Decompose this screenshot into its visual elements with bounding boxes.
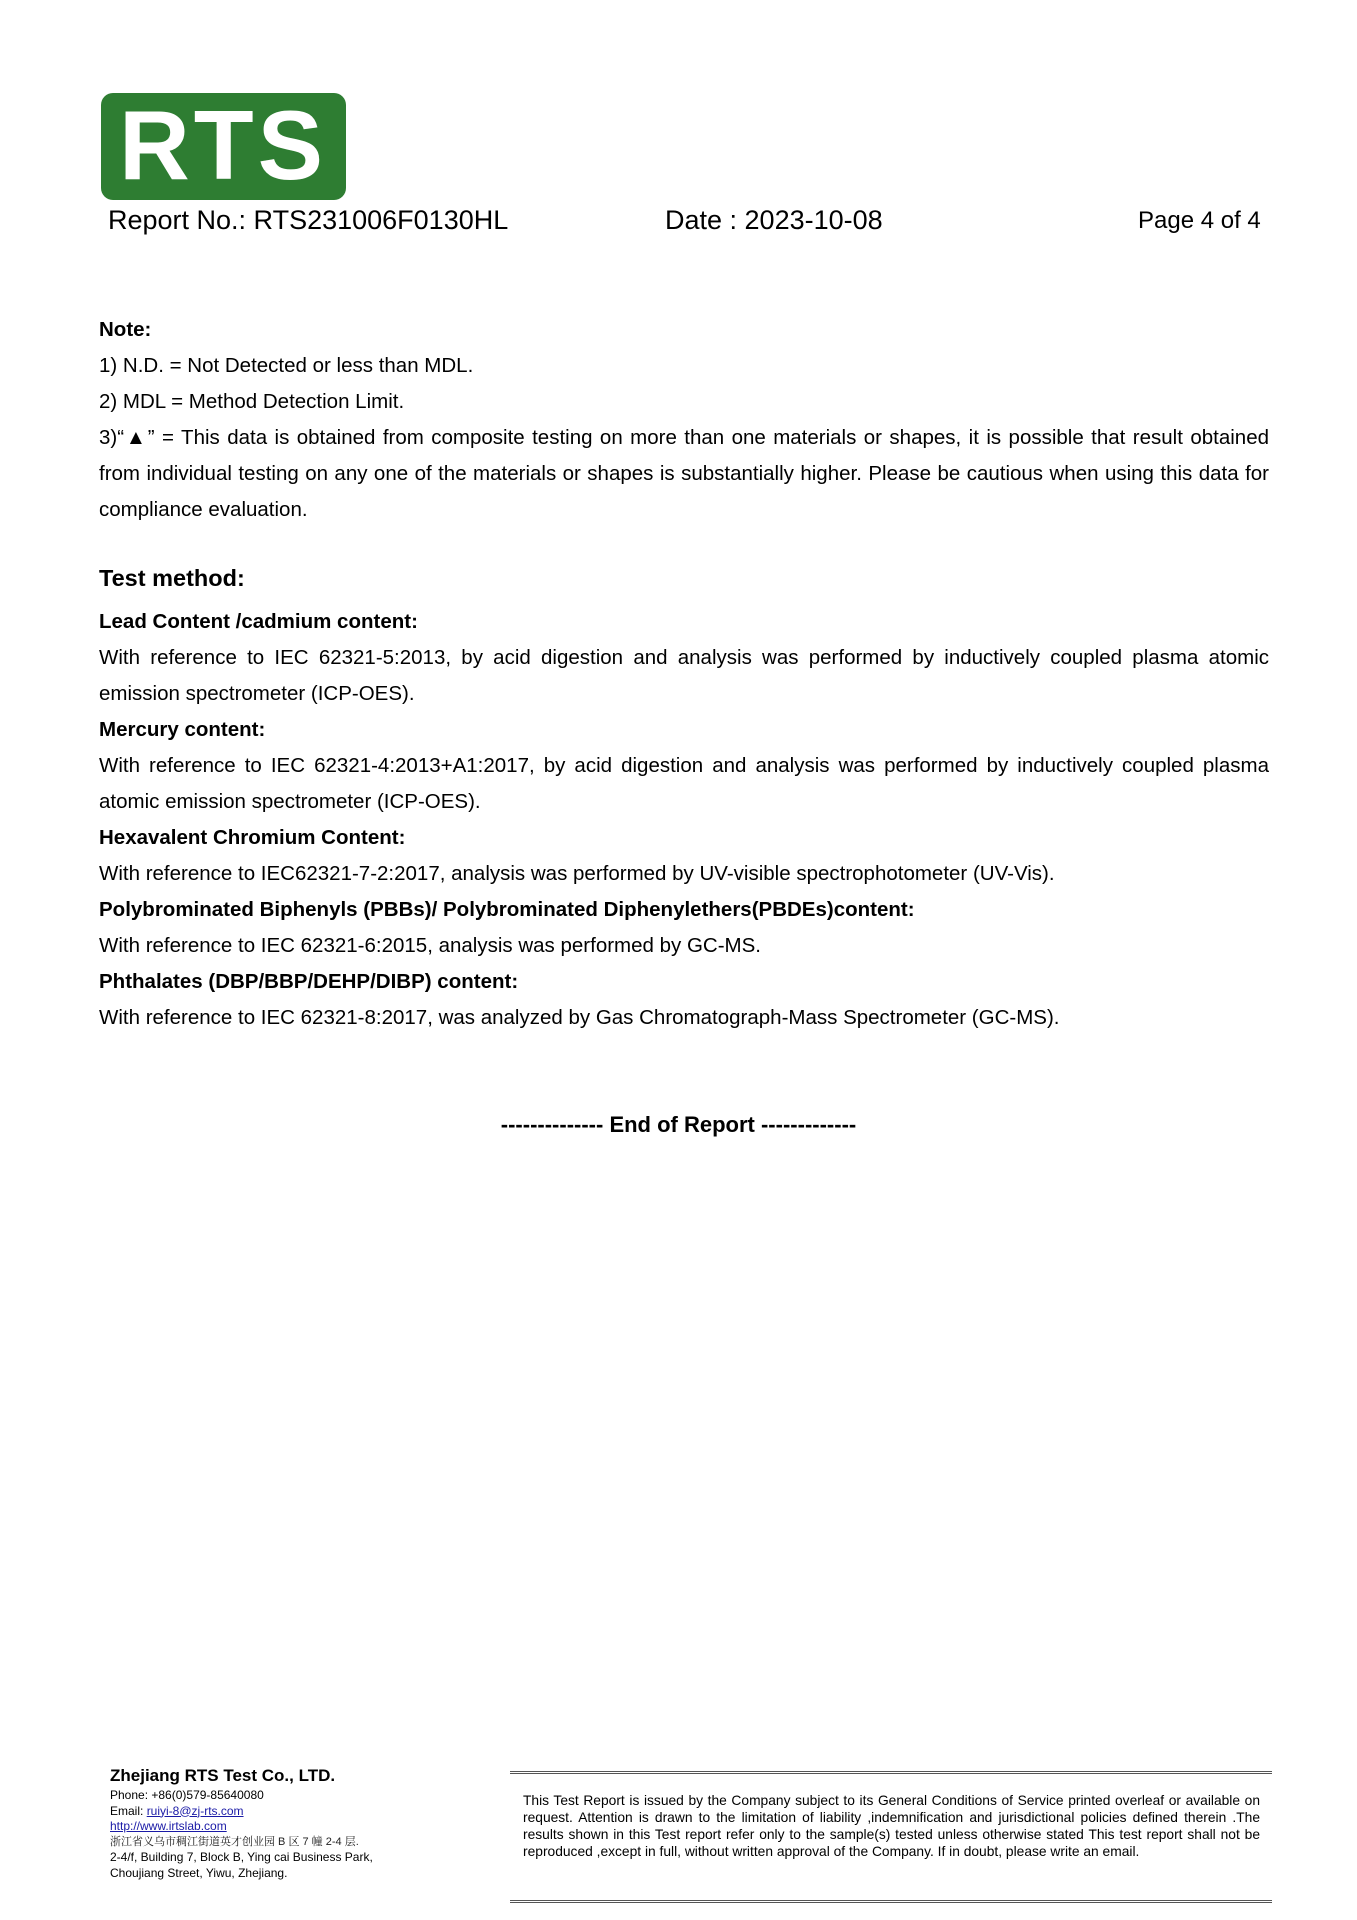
note-title: Note: — [99, 318, 152, 341]
method-text: With reference to IEC 62321-4:2013+A1:2017, by acid digestion and analysis was performed by inductively coupled plasma atomic emission spectrometer (ICP-OES). — [99, 754, 1269, 813]
company-email-line — [110, 1804, 410, 1820]
page-indicator: Page 4 of 4 — [1138, 207, 1261, 234]
footer-disclaimer: This Test Report is issued by the Company subject to its General Conditions of Service printed overleaf or available on request. Attention is drawn to the limitation of liability ,indemnification and jurisdictional policies defined therein .The results shown in this Test report refer only to the sample(s) tested unless otherwise stated This test report shall not be reproduced ,except in full, without written approval of the Company. If in doubt, please write an email. — [523, 1793, 1260, 1859]
test-method-title: Test method: — [99, 565, 245, 591]
website-link[interactable]: http://www.irtslab.com — [110, 1819, 227, 1833]
email-label: Email: — [110, 1803, 147, 1818]
logo-graphic — [101, 93, 346, 200]
note-item: 1) N.D. = Not Detected or less than MDL. — [99, 354, 474, 377]
method-heading: Mercury content: — [99, 718, 266, 741]
footer-rule-top — [510, 1771, 1272, 1774]
company-contact — [110, 1765, 410, 1881]
method-text: With reference to IEC62321-7-2:2017, analysis was performed by UV-visible spectrophotometer (UV-Vis). — [99, 862, 1055, 885]
method-text: With reference to IEC 62321-8:2017, was analyzed by Gas Chromatograph-Mass Spectrometer (GC-MS). — [99, 1006, 1060, 1029]
note-item: 2) MDL = Method Detection Limit. — [99, 390, 405, 413]
address-chinese: 浙江省义乌市稠江街道英才创业园 B 区 7 幢 2-4 层. — [110, 1835, 359, 1848]
company-phone: Phone: +86(0)579-85640080 — [110, 1788, 264, 1802]
method-heading: Phthalates (DBP/BBP/DEHP/DIBP) content: — [99, 970, 519, 993]
footer-rule-bottom — [510, 1900, 1272, 1903]
report-body — [99, 312, 1269, 1036]
report-number: Report No.: RTS231006F0130HL — [108, 205, 509, 235]
note-item: 3)“▲” = This data is obtained from composite testing on more than one materials or shapes, it is possible that result obtained from individual testing on any one of the materials or shapes is substantially higher. Please be cautious when using this data for compliance evaluation. — [99, 426, 1269, 521]
method-heading: Hexavalent Chromium Content: — [99, 826, 406, 849]
email-link[interactable]: ruiyi-8@zj-rts.com — [146, 1803, 244, 1818]
address-english-line2: Choujiang Street, Yiwu, Zhejiang. — [110, 1865, 288, 1880]
logo-text: RTS — [119, 93, 327, 200]
address-english-line1: 2-4/f, Building 7, Block B, Ying cai Business Park, — [110, 1850, 373, 1864]
report-date: Date : 2023-10-08 — [665, 205, 883, 235]
company-name: Zhejiang RTS Test Co., LTD. — [110, 1766, 336, 1785]
end-of-report: -------------- End of Report ------------- — [500, 1112, 857, 1137]
method-text: With reference to IEC 62321-5:2013, by acid digestion and analysis was performed by inductively coupled plasma atomic emission spectrometer (ICP-OES). — [99, 646, 1269, 705]
method-text: With reference to IEC 62321-6:2015, analysis was performed by GC-MS. — [99, 934, 761, 957]
company-logo — [101, 93, 346, 200]
method-heading: Lead Content /cadmium content: — [99, 610, 418, 633]
method-heading: Polybrominated Biphenyls (PBBs)/ Polybrominated Diphenylethers(PBDEs)content: — [99, 898, 915, 921]
